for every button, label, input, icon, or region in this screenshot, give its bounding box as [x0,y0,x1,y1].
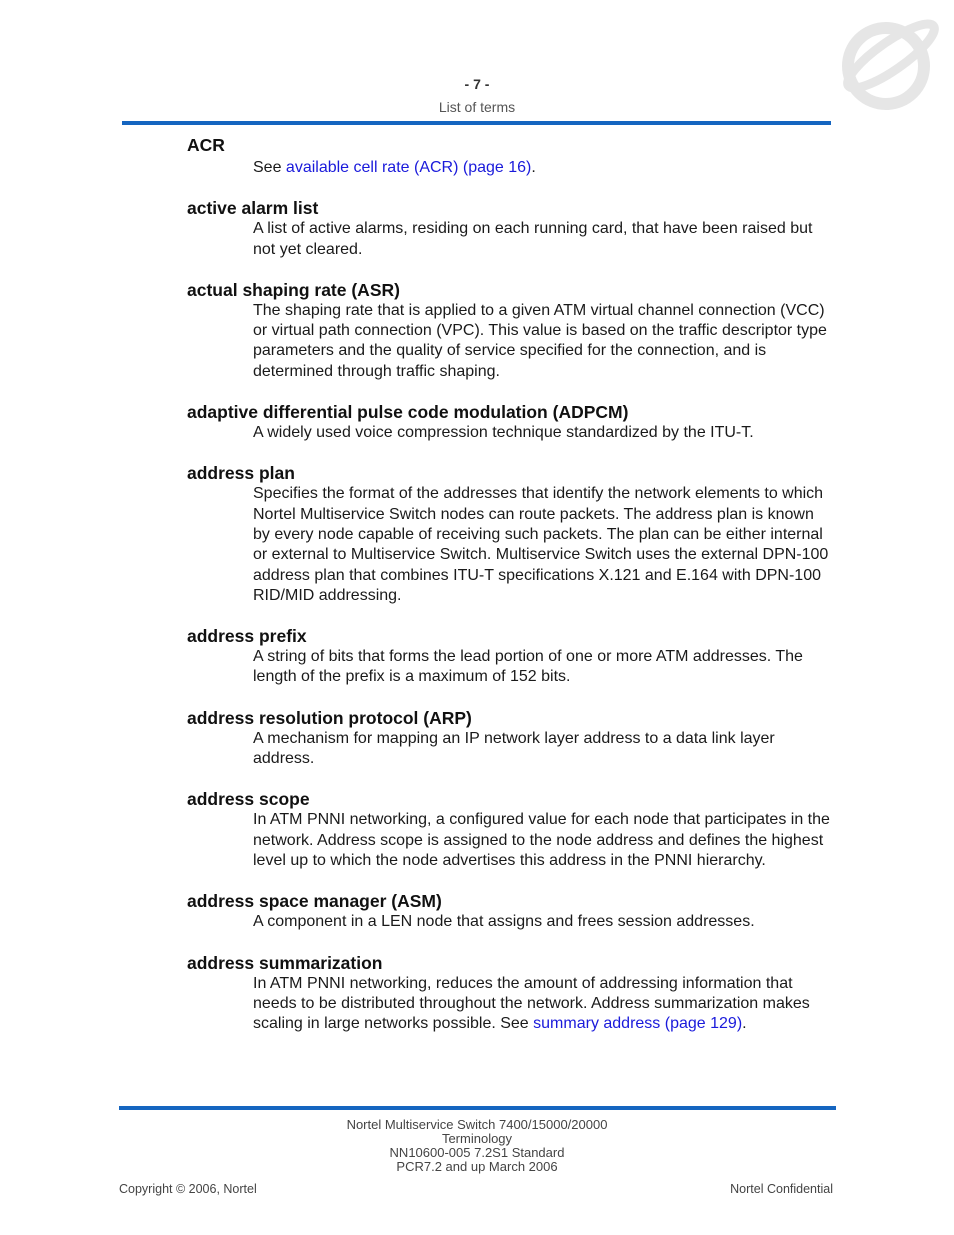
footer-rule [119,1106,836,1110]
cross-reference-link[interactable]: available cell rate (ACR) (page 16) [285,159,532,176]
term-heading: address plan [187,463,295,484]
definition-text: In ATM PNNI networking, reduces the amount of addressing information that needs to be distributed throughout the network. Address summarization makes scaling in large networks possible. See [253,974,810,1033]
term-heading: active alarm list [187,198,319,219]
term-heading: address space manager (ASM) [187,891,442,912]
term-definition: A mechanism for mapping an IP network layer address to a data link layer address. [253,729,775,768]
glossary-entry [0,626,954,688]
term-heading: actual shaping rate (ASR) [187,279,400,300]
document-number: NN10600-005 7.2S1 Standard [389,1145,565,1160]
term-definition: A list of active alarms, residing on each running card, that have been raised but not yet cleared. [253,220,813,258]
release-date: PCR7.2 and up March 2006 [396,1159,558,1174]
page-number: - 7 - [464,76,490,92]
document-title: Terminology [441,1131,513,1146]
nortel-globe-icon [836,16,946,116]
definition-text: . [531,159,536,176]
definition-text: See [253,159,286,176]
glossary-entry [0,463,954,606]
glossary-entry [0,198,954,260]
term-heading: ACR [187,135,225,155]
definition-text: . [742,1015,747,1033]
term-definition: The shaping rate that is applied to a given ATM virtual channel connection (VCC) or virtual path connection (VPC). This value is based on the traffic descriptor type parameters and the quality of service specified for the connection, and is determined through traffic shaping. [253,301,827,380]
product-name: Nortel Multiservice Switch 7400/15000/20000 [346,1117,608,1132]
term-definition: In ATM PNNI networking, a configured value for each node that participates in the network. Address scope is assigned to the node address and defines the highest level up to which the node advertises this address in the PNNI hierarchy. [253,811,830,869]
document-info [0,1118,954,1174]
term-definition: A component in a LEN node that assigns and frees session addresses. [253,913,755,931]
header-rule [122,121,831,125]
term-heading: address summarization [187,952,383,973]
glossary-entry [0,280,954,382]
glossary-entry [0,135,954,178]
term-heading: address resolution protocol (ARP) [187,707,472,728]
copyright-notice: Copyright © 2006, Nortel [119,1182,257,1196]
term-definition: A widely used voice compression technique standardized by the ITU-T. [253,424,754,442]
term-definition: Specifies the format of the addresses that identify the network elements to which Nortel Multiservice Switch nodes can route packets. The address plan is known by every node capable of receiving such packets. The plan can be either internal or external to Multiservice Switch. Multiservice Switch uses the external DPN-100 address plan that combines ITU-T specifications X.121 and E.164 with DPN-100 RID/MID addressing. [253,485,829,604]
term-definition [253,974,833,1035]
term-heading: address scope [187,789,310,810]
glossary-entry [0,891,954,932]
glossary-entry [0,402,954,443]
term-heading: adaptive differential pulse code modulation (ADPCM) [187,402,629,423]
cross-reference-link[interactable]: summary address (page 129) [533,1015,743,1033]
term-definition [253,158,833,178]
glossary-entry [0,953,954,1035]
glossary-list [0,135,954,1034]
term-heading: address prefix [187,626,307,647]
glossary-entry [0,708,954,770]
confidentiality-notice: Nortel Confidential [730,1182,833,1196]
section-title: List of terms [438,99,516,115]
term-definition: A string of bits that forms the lead portion of one or more ATM addresses. The length of the prefix is a maximum of 152 bits. [253,648,803,686]
glossary-entry [0,789,954,871]
